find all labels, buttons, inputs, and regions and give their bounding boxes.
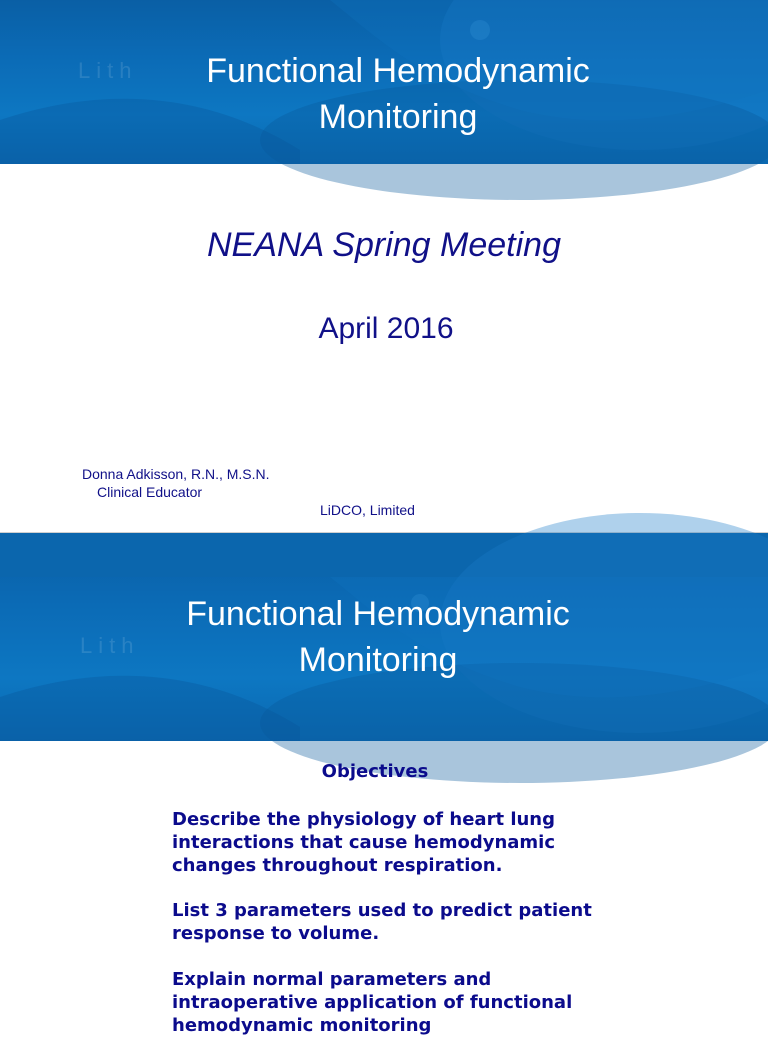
slide-title-line-2: Monitoring [298,641,458,679]
slide-banner [0,0,768,164]
objective-item: Explain normal parameters and intraoperative application of functional hemodynamic monitoring [172,969,573,1036]
slide-title [28,48,768,140]
objectives-slide [0,533,768,1036]
banner-watermark-text: Lith [80,633,140,658]
objective-item: Describe the physiology of heart lung interactions that cause hemodynamic changes throughout respiration. [172,809,556,876]
presenter-role: Clinical Educator [97,484,203,500]
objectives-heading: Objectives [321,761,429,782]
banner-watermark-text: Lith [78,58,138,83]
slide-banner [0,533,768,741]
presenter-company: LiDCO, Limited [320,502,415,518]
slide-title-line-1: Functional Hemodynamic [186,595,570,633]
slide-title-line-1: Functional Hemodynamic [206,52,590,90]
meeting-date: April 2016 [318,312,454,345]
meeting-name: NEANA Spring Meeting [206,226,561,264]
slide-title [0,591,768,683]
slide-title-line-2: Monitoring [318,98,478,136]
objective-item: List 3 parameters used to predict patient response to volume. [172,900,592,944]
presenter-name: Donna Adkisson, R.N., M.S.N. [82,466,270,482]
